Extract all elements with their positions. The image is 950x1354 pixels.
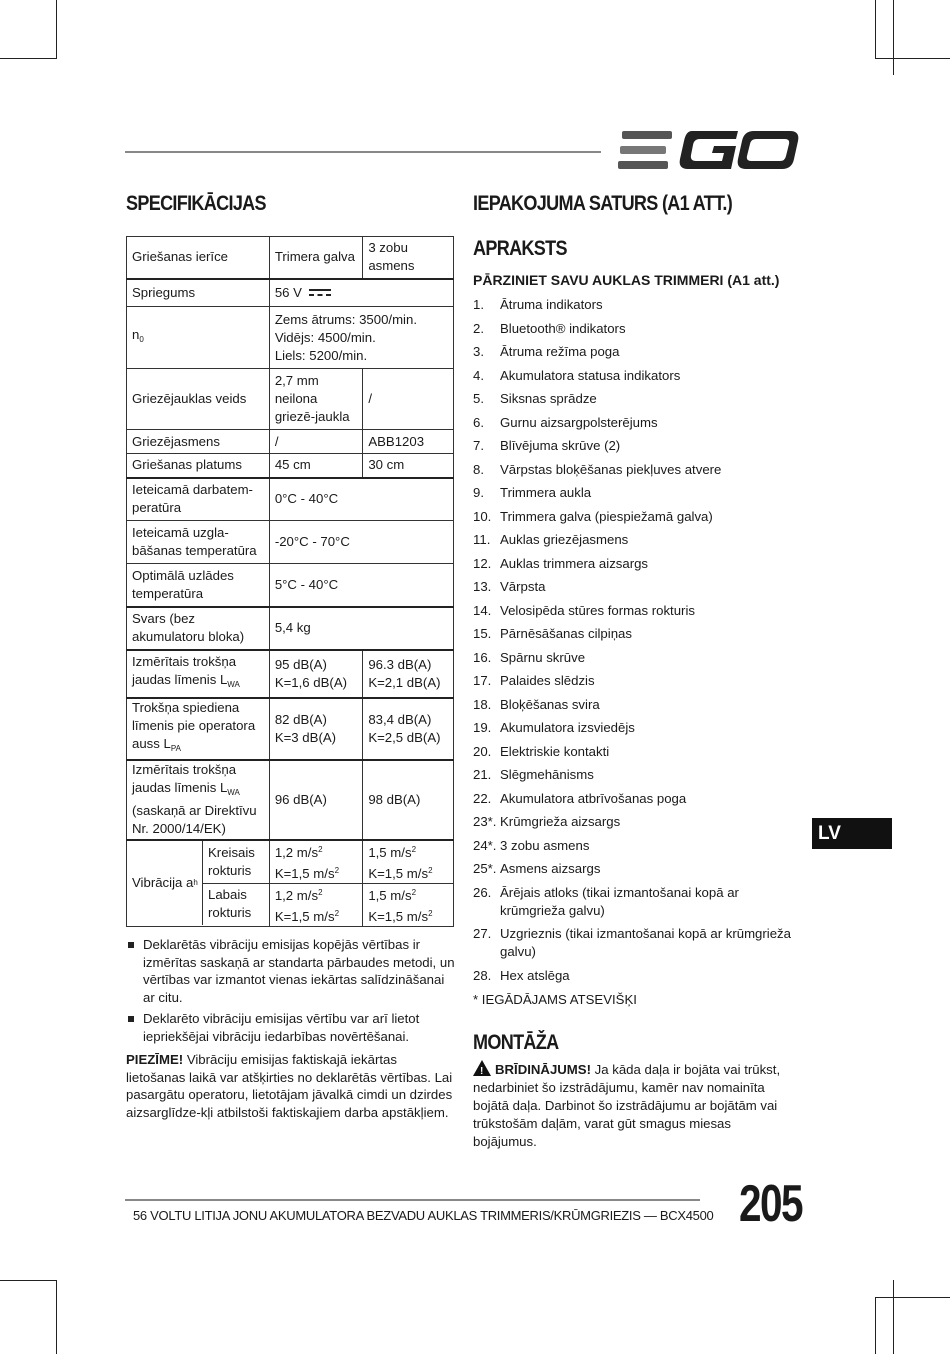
label-suffix: (saskaņā ar Direktīvu Nr. 2000/14/EK) xyxy=(132,803,257,836)
subscript: WA xyxy=(227,680,240,689)
table-row xyxy=(127,237,454,279)
cell xyxy=(127,840,270,927)
cell: 5,4 kg xyxy=(269,607,453,650)
list-item xyxy=(473,578,798,596)
item-text: 3 zobu asmens xyxy=(500,837,590,853)
item-number: 5. xyxy=(473,391,484,406)
crop-mark xyxy=(893,1280,894,1354)
cell: 96 dB(A) xyxy=(269,760,363,840)
value: K=2,5 dB(A) xyxy=(368,729,441,745)
crop-mark xyxy=(875,58,950,59)
note-paragraph xyxy=(126,1051,456,1121)
item-number: 13. xyxy=(473,579,492,594)
cell xyxy=(269,698,363,760)
subscript: WA xyxy=(227,788,240,797)
superscript: 2 xyxy=(318,844,323,854)
item-text: Auklas trimmera aizsargs xyxy=(500,555,649,571)
table-row xyxy=(127,521,454,564)
cell xyxy=(363,840,454,884)
specifications-heading: SPECIFIKĀCIJAS xyxy=(126,192,266,215)
item-number: 15. xyxy=(473,626,492,641)
list-item xyxy=(473,367,798,385)
cell xyxy=(269,840,363,884)
value: 1,2 m/s xyxy=(274,844,319,860)
list-item xyxy=(473,320,798,338)
warning-text: Ja kāda daļa ir bojāta vai trūkst, nedarbiniet šo izstrādājumu, kamēr nav nomainīta bojātā daļa. Darbinot šo izstrādājumu ar bojātām vai trūkstošām daļām, varat gūt smagus miesas bojājumus. xyxy=(473,1062,781,1149)
crop-mark xyxy=(56,1280,57,1354)
dc-symbol-icon xyxy=(308,288,332,298)
table-row xyxy=(127,478,454,521)
superscript: 2 xyxy=(428,908,433,918)
label: Trokšņa spiediena līmenis pie operatora auss L xyxy=(132,700,256,751)
value: K=1,5 m/s xyxy=(274,865,335,881)
item-text: Krūmgrieža aizsargs xyxy=(500,814,621,829)
item-text: Vārpsta xyxy=(500,579,546,594)
spec-table xyxy=(126,236,454,927)
item-number: 18. xyxy=(473,696,492,712)
table-row xyxy=(127,369,454,430)
item-text: Auklas griezējasmens xyxy=(500,532,629,547)
label: Izmērītais trokšņa jaudas līmenis L xyxy=(132,762,237,795)
list-item xyxy=(473,860,798,878)
item-number: 7. xyxy=(473,438,484,453)
list-item xyxy=(473,343,798,361)
voltage-value: 56 V xyxy=(274,284,302,300)
item-text: Bloķēšanas svira xyxy=(500,696,600,712)
item-number: 23*. xyxy=(473,814,497,829)
cell xyxy=(269,307,453,369)
item-text: Slēgmehānisms xyxy=(500,767,594,782)
table-row xyxy=(127,698,454,760)
subscript: 0 xyxy=(139,335,144,344)
cell xyxy=(363,883,454,926)
item-text: Palaides slēdzis xyxy=(500,673,595,688)
value: K=1,5 m/s xyxy=(368,908,429,924)
cell xyxy=(127,307,270,369)
header-rule xyxy=(125,151,601,153)
cell: 98 dB(A) xyxy=(363,760,454,840)
item-text: Spārnu skrūve xyxy=(500,649,586,665)
cell: 45 cm xyxy=(269,454,363,478)
cell: 5°C - 40°C xyxy=(269,564,453,607)
list-item xyxy=(473,437,798,455)
warning-paragraph xyxy=(473,1060,798,1151)
list-item xyxy=(473,555,798,573)
speed-high: Liels: 5200/min. xyxy=(274,347,368,363)
item-text: Bluetooth® indikators xyxy=(500,320,626,336)
cell: / xyxy=(363,369,454,430)
right-handle-label: Labais rokturis xyxy=(208,887,252,921)
item-text: Ātruma režīma poga xyxy=(500,344,620,359)
cell xyxy=(363,698,454,760)
item-text: Elektriskie kontakti xyxy=(500,743,610,759)
list-item xyxy=(473,884,798,920)
package-contents-heading: IEPAKOJUMA SATURS (A1 ATT.) xyxy=(473,192,733,215)
item-number: 6. xyxy=(473,414,484,430)
cell xyxy=(127,650,270,698)
parts-list xyxy=(473,296,798,990)
table-row xyxy=(127,307,454,369)
assembly-heading: MONTĀŽA xyxy=(473,1031,559,1054)
list-item xyxy=(473,414,798,432)
item-number: 25*. xyxy=(473,861,497,876)
item-number: 1. xyxy=(473,297,484,312)
cell: Svars (bez akumulatoru bloka) xyxy=(127,607,270,650)
superscript: 2 xyxy=(411,844,417,854)
table-row xyxy=(127,650,454,698)
note-bullet: Deklarēto vibrāciju emisijas vērtību var arī lietot iepriekšējai vibrāciju iedarbības novērtēšanai. xyxy=(126,1010,456,1045)
item-number: 8. xyxy=(473,461,484,477)
list-item xyxy=(473,602,798,620)
left-handle-label: Kreisais rokturis xyxy=(203,841,269,884)
table-row xyxy=(127,454,454,478)
crop-mark xyxy=(893,0,894,75)
cell: Spriegums xyxy=(127,279,270,307)
list-item xyxy=(473,461,798,479)
vibration-label xyxy=(127,841,203,925)
cell xyxy=(127,760,270,840)
item-text: Uzgrieznis (tikai izmantošanai kopā ar krūmgrieža galvu) xyxy=(500,926,791,959)
item-text: Akumulatora statusa indikators xyxy=(500,367,681,383)
list-item xyxy=(473,967,798,985)
list-item xyxy=(473,790,798,808)
value: 1,2 m/s xyxy=(274,887,319,903)
item-text: Blīvējuma skrūve (2) xyxy=(500,438,621,453)
list-item xyxy=(473,390,798,408)
value: K=3 dB(A) xyxy=(274,729,337,745)
value: 95 dB(A) xyxy=(274,656,327,672)
label: Vibrācija a xyxy=(132,875,194,890)
superscript: 2 xyxy=(428,865,433,875)
cell: 0°C - 40°C xyxy=(269,478,453,521)
crop-mark xyxy=(0,58,57,59)
list-item xyxy=(473,625,798,643)
cell xyxy=(269,650,363,698)
superscript: 2 xyxy=(334,908,340,918)
speed-low: Zems ātrums: 3500/min. xyxy=(274,311,417,327)
value: K=1,5 m/s xyxy=(274,908,335,924)
sold-separately-note: * IEGĀDĀJAMS ATSEVIŠĶI xyxy=(473,992,637,1007)
superscript: 2 xyxy=(318,887,323,897)
cell: -20°C - 70°C xyxy=(269,521,453,564)
list-item xyxy=(473,925,798,961)
list-item xyxy=(473,484,798,502)
item-text: Ārējais atloks (tikai izmantošanai kopā ar krūmgrieža galvu) xyxy=(500,884,739,918)
item-number: 22. xyxy=(473,790,492,806)
value: K=1,6 dB(A) xyxy=(274,674,348,690)
list-item xyxy=(473,719,798,737)
item-text: Ātruma indikators xyxy=(500,297,603,312)
item-text: Velosipēda stūres formas rokturis xyxy=(500,602,695,618)
n-label: n xyxy=(132,327,140,342)
warning-icon: ! xyxy=(473,1060,491,1076)
value: 1,5 m/s xyxy=(368,887,412,903)
ego-logo xyxy=(618,128,800,172)
item-text: Akumulatora atbrīvošanas poga xyxy=(500,790,687,806)
crop-mark xyxy=(0,1280,57,1281)
cell: ABB1203 xyxy=(363,430,454,454)
item-number: 26. xyxy=(473,884,492,900)
list-item xyxy=(473,743,798,761)
value: K=1,5 m/s xyxy=(368,865,429,881)
item-number: 12. xyxy=(473,555,492,571)
item-number: 16. xyxy=(473,649,492,665)
note-label: PIEZĪME! xyxy=(126,1052,184,1067)
cell: Optimālā uzlādes temperatūra xyxy=(127,564,270,607)
footer-rule xyxy=(125,1199,700,1201)
item-number: 21. xyxy=(473,767,492,782)
cell: 2,7 mm neilona griezē-jaukla xyxy=(269,369,363,430)
item-text: Gurnu aizsargpolsterējums xyxy=(500,414,658,430)
table-row xyxy=(127,607,454,650)
list-item xyxy=(473,296,798,314)
crop-mark xyxy=(875,1297,876,1354)
list-item xyxy=(473,837,798,855)
item-text: Siksnas sprādze xyxy=(500,391,597,406)
crop-mark xyxy=(875,1297,950,1298)
list-item xyxy=(473,766,798,784)
footer-title: 56 VOLTU LITIJA JONU AKUMULATORA BEZVADU AUKLAS TRIMMERIS/KRŪMGRIEZIS — BCX4500 xyxy=(133,1208,714,1223)
item-number: 28. xyxy=(473,967,492,983)
item-number: 3. xyxy=(473,344,484,359)
vibration-notes xyxy=(126,936,456,1121)
table-row xyxy=(127,279,454,307)
list-item xyxy=(473,531,798,549)
cell xyxy=(127,698,270,760)
subscript: h xyxy=(193,878,198,887)
list-item xyxy=(473,672,798,690)
warning-label: BRĪDINĀJUMS! xyxy=(495,1062,591,1077)
item-number: 17. xyxy=(473,673,492,688)
table-row xyxy=(127,760,454,840)
cell: Griezējasmens xyxy=(127,430,270,454)
description-heading: APRAKSTS xyxy=(473,237,567,260)
crop-mark xyxy=(56,0,57,58)
list-item xyxy=(473,508,798,526)
value: K=2,1 dB(A) xyxy=(368,674,441,690)
cell: Griešanas platums xyxy=(127,454,270,478)
cell xyxy=(363,650,454,698)
cell: / xyxy=(269,430,363,454)
language-tab: LV xyxy=(812,818,892,849)
item-text: Asmens aizsargs xyxy=(500,861,601,876)
item-number: 11. xyxy=(473,532,491,547)
cell xyxy=(269,279,453,307)
table-row xyxy=(127,430,454,454)
label: Izmērītais trokšņa jaudas līmenis L xyxy=(132,654,237,687)
item-number: 20. xyxy=(473,743,492,759)
value: 82 dB(A) xyxy=(274,711,327,727)
value: 1,5 m/s xyxy=(368,844,412,860)
item-text: Akumulatora izsviedējs xyxy=(500,720,635,735)
cell: Ieteicamā darbatem-peratūra xyxy=(127,478,270,521)
item-text: Vārpstas bloķēšanas piekļuves atvere xyxy=(500,461,722,477)
item-number: 27. xyxy=(473,926,492,941)
note-text: Vibrāciju emisijas faktiskajā iekārtas lietošanas laikā var atšķirties no deklarētās vērtības. Lai pasargātu operatoru, lietotājam jāvalkā cimdi un dzirdes aizsarglīdze-kļi atbilstoši faktiskajiem darba apstākļiem. xyxy=(126,1052,453,1120)
superscript: 2 xyxy=(334,865,340,875)
know-trimmer-subheading: PĀRZINIET SAVU AUKLAS TRIMMERI (A1 att.) xyxy=(473,272,780,288)
cell: 30 cm xyxy=(363,454,454,478)
item-text: Hex atslēga xyxy=(500,967,570,983)
cell: 3 zobu asmens xyxy=(363,237,454,279)
cell: Ieteicamā uzgla-bāšanas temperatūra xyxy=(127,521,270,564)
cell xyxy=(269,883,363,926)
item-number: 24*. xyxy=(473,837,497,853)
subscript: PA xyxy=(170,744,181,753)
value: 96.3 dB(A) xyxy=(368,656,432,672)
cell: Trimera galva xyxy=(269,237,363,279)
cell: Griešanas ierīce xyxy=(127,237,270,279)
item-number: 9. xyxy=(473,485,484,500)
item-number: 4. xyxy=(473,367,484,383)
item-number: 19. xyxy=(473,720,492,735)
cell: Griezējauklas veids xyxy=(127,369,270,430)
list-item xyxy=(473,696,798,714)
item-number: 10. xyxy=(473,508,492,524)
note-bullet: Deklarētās vibrāciju emisijas kopējās vērtības ir izmērītas saskaņā ar standarta pārbaudes metodi, un vērtības var izmantot vienas iekārtas salīdzināšanai ar citu. xyxy=(126,936,456,1006)
list-item xyxy=(473,813,798,831)
item-text: Trimmera aukla xyxy=(500,485,592,500)
table-row xyxy=(127,840,454,884)
value: 83,4 dB(A) xyxy=(368,711,432,727)
item-number: 14. xyxy=(473,602,492,618)
speed-medium: Vidējs: 4500/min. xyxy=(274,329,376,345)
crop-mark xyxy=(875,0,876,58)
item-number: 2. xyxy=(473,320,484,336)
page-number: 205 xyxy=(739,1175,802,1233)
item-text: Trimmera galva (piespiežamā galva) xyxy=(500,508,713,524)
item-text: Pārnēsāšanas cilpiņas xyxy=(500,626,632,641)
table-row xyxy=(127,564,454,607)
superscript: 2 xyxy=(411,887,417,897)
list-item xyxy=(473,649,798,667)
